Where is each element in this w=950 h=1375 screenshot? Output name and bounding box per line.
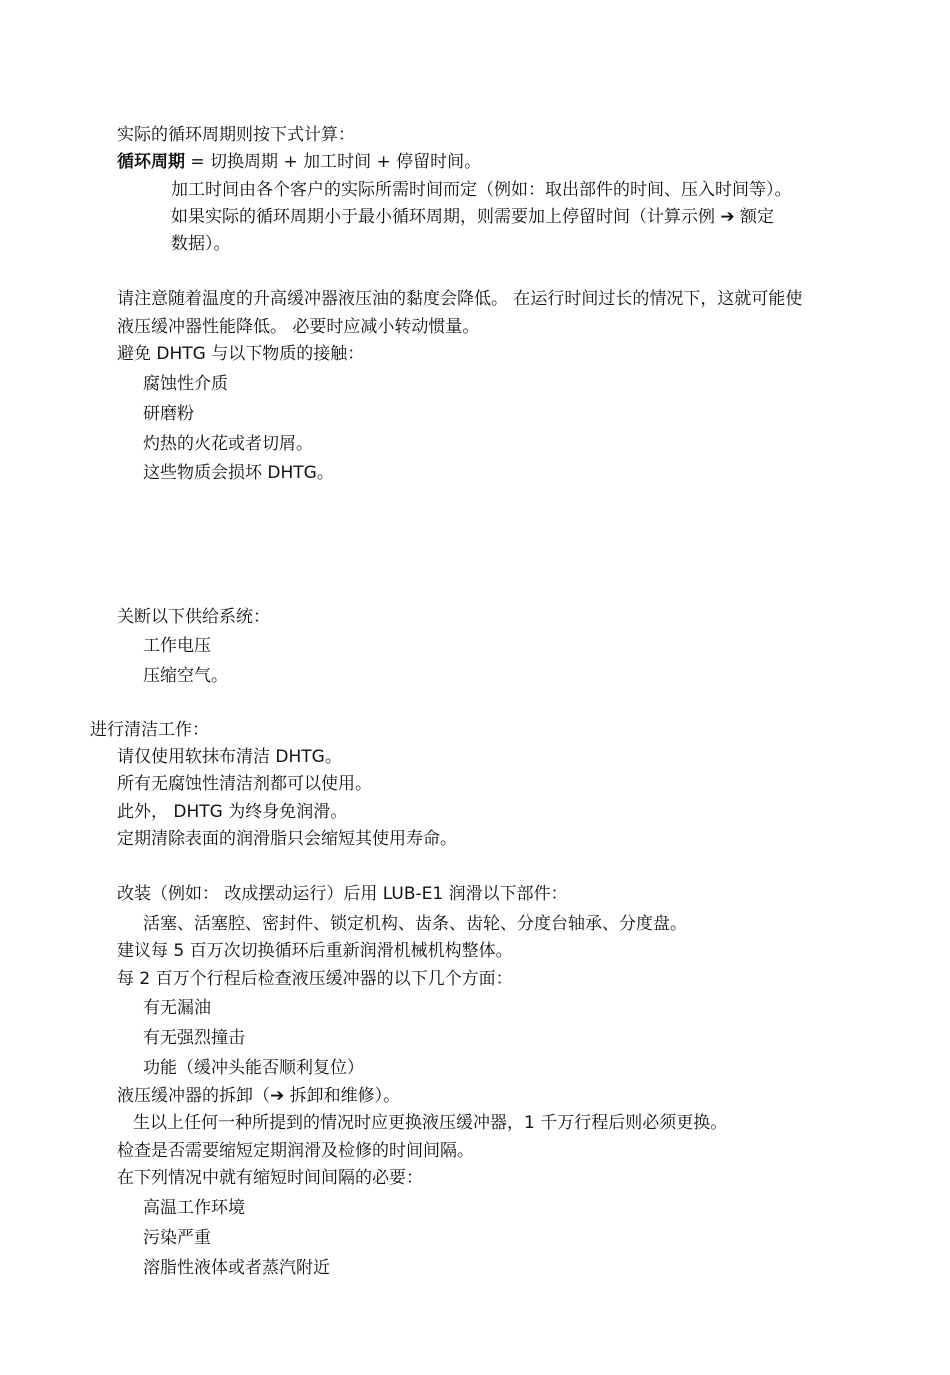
cleaning-line: 请仅使用软抹布清洁 DHTG。: [117, 747, 342, 767]
cycle-intro: 实际的循环周期则按下式计算：: [117, 125, 355, 145]
list-item: 工作电压: [143, 636, 211, 656]
shorten-interval-heading: 在下列情况中就有缩短时间间隔的必要：: [117, 1168, 423, 1188]
cycle-note-dwell-ref: 额定: [734, 207, 775, 227]
replacement-note: 生以上任何一种所提到的情况时应更换液压缓冲器，1 千万行程后则必须更换。: [133, 1113, 728, 1133]
relubrication-interval: 建议每 5 百万次切换循环后重新润滑机械机构整体。: [117, 941, 513, 961]
list-item: 腐蚀性介质: [143, 374, 228, 394]
cleaning-heading: 进行清洁工作：: [90, 720, 209, 740]
arrow-right-icon: ➔: [270, 1086, 285, 1106]
cycle-note-dwell-text: 如果实际的循环周期小于最小循环周期，则需要加上停留时间（计算示例: [171, 207, 721, 227]
arrow-right-icon: ➔: [720, 207, 735, 227]
cleaning-line: 所有无腐蚀性清洁剂都可以使用。: [117, 774, 372, 794]
list-item: 有无强烈撞击: [143, 1028, 245, 1048]
shutdown-heading: 关断以下供给系统：: [117, 607, 270, 627]
cycle-term: 循环周期: [117, 152, 185, 172]
cleaning-line: 此外， DHTG 为终身免润滑。: [117, 802, 348, 822]
cycle-note-processing: 加工时间由各个客户的实际所需时间而定（例如：取出部件的时间、压入时间等）。: [171, 180, 792, 200]
avoid-contact-heading: 避免 DHTG 与以下物质的接触：: [117, 344, 365, 364]
shock-absorber-removal: [117, 1085, 400, 1107]
cycle-formula: [117, 151, 481, 173]
damage-note: 这些物质会损坏 DHTG。: [143, 463, 334, 483]
list-item: 灼热的火花或者切屑。: [143, 434, 313, 454]
shock-absorber-check-heading: 每 2 百万个行程后检查液压缓冲器的以下几个方面：: [117, 969, 513, 989]
list-item: 溶脂性液体或者蒸汽附近: [143, 1258, 330, 1278]
cycle-note-dwell-end: 数据）。: [171, 234, 231, 254]
list-item: 压缩空气。: [143, 666, 228, 686]
cycle-note-dwell: [171, 206, 774, 228]
retrofit-lubrication: 改装（例如： 改成摆动运行）后用 LUB-E1 润滑以下部件：: [117, 884, 568, 904]
removal-text: 液压缓冲器的拆卸（: [117, 1086, 270, 1106]
list-item: 研磨粉: [143, 404, 194, 424]
viscosity-note-line1: 请注意随着温度的升高缓冲器液压油的黏度会降低。 在运行时间过长的情况下，这就可能使: [117, 289, 803, 309]
viscosity-note-line2: 液压缓冲器性能降低。 必要时应减小转动惯量。: [117, 317, 480, 337]
cleaning-line: 定期清除表面的润滑脂只会缩短其使用寿命。: [117, 829, 457, 849]
list-item: 污染严重: [143, 1228, 211, 1248]
interval-check: 检查是否需要缩短定期润滑及检修的时间间隔。: [117, 1141, 474, 1161]
list-item: 功能（缓冲头能否顺利复位）: [143, 1058, 364, 1078]
cycle-formula-text: = 切换周期 + 加工时间 + 停留时间。: [185, 152, 482, 172]
list-item: 有无漏油: [143, 998, 211, 1018]
removal-ref: 拆卸和维修）。: [284, 1086, 401, 1106]
list-item: 高温工作环境: [143, 1198, 245, 1218]
lubrication-parts: 活塞、活塞腔、密封件、锁定机构、齿条、齿轮、分度台轴承、分度盘。: [143, 914, 687, 934]
